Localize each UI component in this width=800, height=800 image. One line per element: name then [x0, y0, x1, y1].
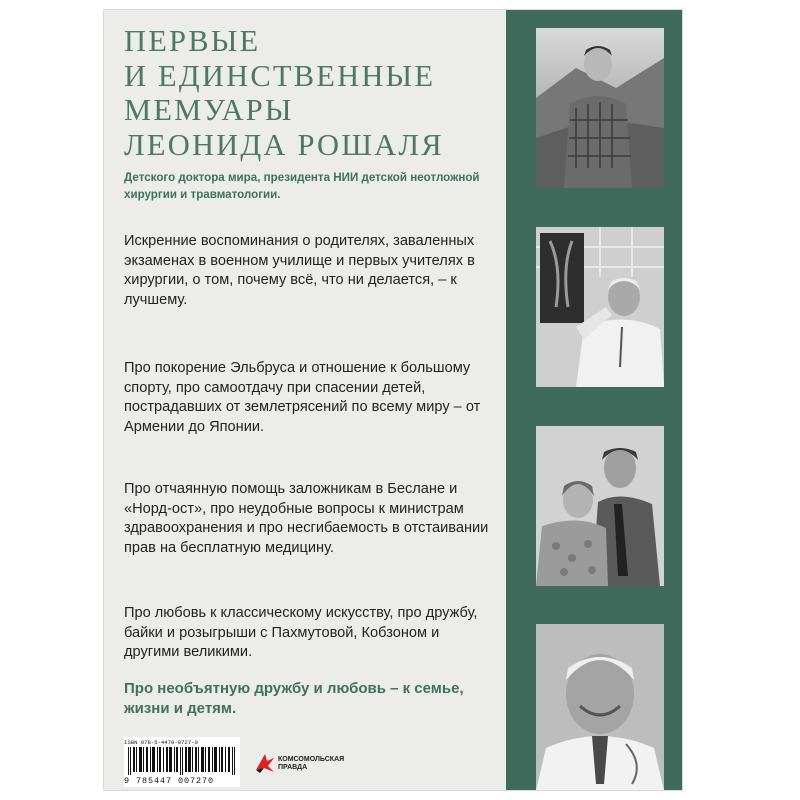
- paragraph-elbrus: Про покорение Эльбруса и отношение к большому спорту, про самоотдачу при спасении детей, пострадавших от землетрясений по всему миру – от Армении до Японии.: [124, 360, 481, 435]
- publisher-name: КОМСОМОЛЬСКАЯ ПРАВДА: [278, 756, 345, 771]
- title-line: ПЕРВЫЕ: [124, 24, 261, 58]
- isbn-barcode: [124, 737, 240, 787]
- title-line: МЕМУАРЫ: [124, 93, 294, 127]
- photo-young-man-mountains: [536, 28, 664, 188]
- paragraph-art: Про любовь к классическому искусству, про дружбу, байки и розыгрыши с Пахмутовой, Кобзоном и другими великими.: [124, 605, 478, 660]
- book-title: [124, 24, 504, 162]
- closing-statement: Про необъятную дружбу и любовь – к семье, жизни и детям.: [124, 680, 464, 717]
- publisher-star-icon: [254, 752, 276, 774]
- barcode-icon: [128, 747, 236, 775]
- paragraph-parents: Искренние воспоминания о родителях, заваленных экзаменах в военном училище и первых учителях в хирургии, о том, почему всё, что ни делается, – к лучшему.: [124, 233, 475, 308]
- photo-sidebar: [506, 10, 682, 790]
- publisher-logo: [254, 752, 354, 778]
- book-back-cover: [104, 10, 682, 790]
- isbn-text: ISBN 978-5-4470-0727-0: [124, 739, 198, 746]
- text-column: [104, 10, 506, 790]
- title-line: ЛЕОНИДА РОШАЛЯ: [124, 127, 444, 162]
- photo-couple: [536, 426, 664, 586]
- subtitle: Детского доктора мира, президента НИИ детской неотложной хирургии и травматологии.: [124, 171, 480, 201]
- photo-doctor-xray: [536, 227, 664, 387]
- title-line: И ЕДИНСТВЕННЫЕ: [124, 58, 436, 93]
- barcode-number: 9 785447 007270: [124, 776, 215, 786]
- paragraph-beslan: Про отчаянную помощь заложникам в Беслане и «Норд-ост», про неудобные вопросы к министрам здравоохранения и про несгибаемость в отстаивании прав на бесплатную медицину.: [124, 481, 489, 556]
- photo-doctor-portrait: [536, 624, 664, 790]
